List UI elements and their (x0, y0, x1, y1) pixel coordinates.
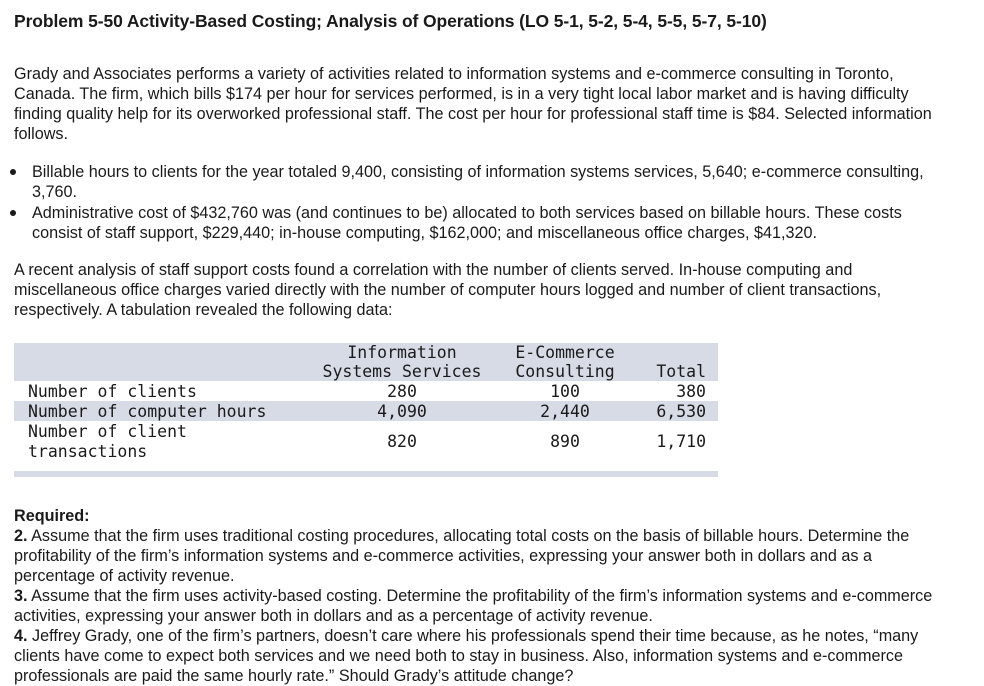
header-information: Information (347, 343, 457, 362)
required-item-2-text: Assume that the firm uses traditional costing procedures, allocating total costs on the basis of billable hours. Determine the profitability of the firm’s information systems and e-commerce activities, expressing your answer both in dollars and as a percentage of activity revenue. (14, 527, 910, 585)
row-label-computer-hours: Number of computer hours (28, 402, 267, 421)
header-e-commerce: E-Commerce (515, 343, 615, 362)
row-clients-is: 280 (387, 382, 417, 401)
required-section (14, 506, 954, 686)
info-bullet-list (0, 162, 950, 244)
row-computer-hours-ec: 2,440 (540, 402, 590, 421)
row-clients-total: 380 (676, 382, 706, 401)
row-label-transactions-line1: Number of client (28, 422, 187, 441)
required-item-2 (14, 526, 954, 586)
row-computer-hours-total: 6,530 (656, 402, 706, 421)
bullet-administrative-cost: Administrative cost of $432,760 was (and continues to be) allocated to both services based on billable hours. These costs consist of staff support, $229,440; in-house computing, $162,000; and miscellaneous office charges, $41,320. (0, 203, 950, 243)
required-heading: Required: (14, 507, 90, 525)
header-total: Total (656, 362, 706, 381)
required-item-3 (14, 586, 954, 626)
activity-data-table (14, 343, 718, 477)
row-computer-hours-is: 4,090 (377, 402, 427, 421)
table-footer-band (14, 471, 718, 477)
required-item-4-text: Jeffrey Grady, one of the firm’s partners, doesn’t care where his professionals spend their time because, as he notes, “many clients have come to expect both services and we need both to stay in business. Also, information systems and e-commerce professionals are paid the same hourly rate.” Should Grady’s attitude change? (14, 627, 919, 685)
problem-title: Problem 5-50 Activity-Based Costing; Analysis of Operations (LO 5-1, 5-2, 5-4, 5-5, 5-7, 5-10) (14, 11, 767, 31)
bullet-billable-hours: Billable hours to clients for the year totaled 9,400, consisting of information systems services, 5,640; e-commerce consulting, 3,760. (0, 162, 950, 202)
row-label-transactions-line2: transactions (28, 442, 148, 461)
analysis-paragraph: A recent analysis of staff support costs found a correlation with the number of clients served. In-house computing and miscellaneous office charges varied directly with the number of computer hours logged and number of client transactions, respectively. A tabulation revealed the following data: (14, 261, 882, 319)
required-item-4 (14, 626, 954, 686)
required-item-2-number: 2. (14, 527, 28, 545)
intro-paragraph: Grady and Associates performs a variety of activities related to information systems and e-commerce consulting in Toronto, Canada. The firm, which bills $174 per hour for services performed, is in a very tight local labor market and is having difficulty finding quality help for its overworked professional staff. The cost per hour for professional staff time is $84. Selected information follows. (14, 65, 932, 143)
row-transactions-ec: 890 (550, 432, 580, 451)
row-clients-ec: 100 (550, 382, 580, 401)
header-consulting: Consulting (515, 362, 615, 381)
required-item-4-number: 4. (14, 627, 28, 645)
row-transactions-is: 820 (387, 432, 417, 451)
header-systems-services: Systems Services (322, 362, 482, 381)
required-item-3-number: 3. (14, 587, 28, 605)
required-item-3-text: Assume that the firm uses activity-based costing. Determine the profitability of the firm’s information systems and e-commerce activities, expressing your answer both in dollars and as a percentage of activity revenue. (14, 587, 933, 625)
row-transactions-total: 1,710 (656, 432, 706, 451)
row-label-clients: Number of clients (28, 382, 197, 401)
